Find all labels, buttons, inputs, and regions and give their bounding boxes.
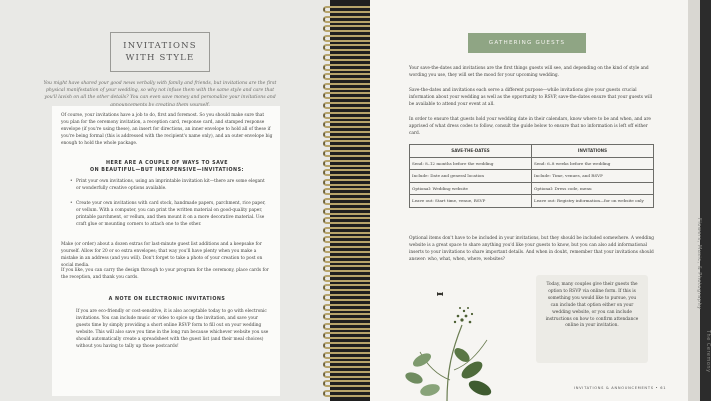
spiral-coil: [323, 6, 377, 13]
spiral-coil: [323, 371, 377, 378]
spiral-coil: [323, 236, 377, 243]
table-header-save-dates: SAVE-THE-DATES: [410, 145, 532, 158]
paragraph-carry-design: If you like, you can carry the design through to your program for the ceremony, place cards for the reception, and thank you cards.: [61, 268, 269, 280]
paragraph-purpose: Save-the-dates and invitations each serve a different purpose—while invitations give your guests crucial information about your wedding as well as the opportunity to RSVP, save-the-dates ensure that your guests will be available to attend your event at all.: [409, 88, 653, 107]
sidenote-box: [536, 275, 648, 363]
table-cell: Leave out: Registry information—for on website only: [532, 195, 654, 208]
comparison-table: [409, 144, 654, 208]
spiral-coil: [323, 304, 377, 311]
spiral-coil: [323, 140, 377, 147]
spiral-coil: [323, 121, 377, 128]
botanical-illustration: [392, 270, 502, 401]
spiral-coil: [323, 16, 377, 23]
spiral-coil: [323, 380, 377, 387]
right-page: [370, 0, 688, 401]
table-cell: Include: Date and general location: [410, 170, 532, 183]
page-title-line1: INVITATIONS: [123, 41, 197, 51]
table-header-invitations: INVITATIONS: [532, 145, 654, 158]
table-cell: Send: 8–12 months before the wedding: [410, 157, 532, 170]
spiral-coil: [323, 83, 377, 90]
spiral-coil: [323, 342, 377, 349]
spiral-coil: [323, 275, 377, 282]
spiral-coil: [323, 44, 377, 51]
table-row: [410, 157, 654, 170]
spiral-coil: [323, 188, 377, 195]
heading-save-ways-line2: ON BEAUTIFUL—BUT INEXPENSIVE—INVITATIONS:: [90, 168, 244, 173]
spiral-coil: [323, 313, 377, 320]
spiral-coil: [323, 73, 377, 80]
left-page: [0, 0, 330, 401]
paragraph-save-dates-intro: Your save-the-dates and invitations are the first things guests will see, and depending on the kind of style and wording you use, they will set the mood for your upcoming wedding.: [409, 66, 649, 78]
spiral-coil: [323, 217, 377, 224]
spiral-coil: [323, 332, 377, 339]
page-title-box: [110, 32, 210, 72]
table-cell: Optional: Wedding website: [410, 182, 532, 195]
page-title-line2: WITH STYLE: [125, 53, 195, 63]
spiral-coil: [323, 131, 377, 138]
table-row: [410, 195, 654, 208]
paragraph-components: Of course, your invitations have a job to do, first and foremost. So you should make sure that you plan for the ceremony invitation, a reception card, response card, and stamped response envelope (if you're using these), an insert for directions, an inner envelope to hold all of these if you're being formal (this is addressed with the recipient's name only), and an outer envelope big enough to hold the whole package.: [61, 113, 273, 146]
spiral-coil: [323, 265, 377, 272]
spiral-coil: [323, 198, 377, 205]
table-cell: Optional: Dress code, menu: [532, 182, 654, 195]
table-cell: Include: Time, venues, and RSVP: [532, 170, 654, 183]
spiral-coil: [323, 54, 377, 61]
paragraph-extras: Make (or order) about a dozen extras for last-minute guest list additions and a keepsake for yourself. Allow for 20 or so extra envelopes; that way you'll have plenty when you make a mistake in an address (and you will). Don't forget to take a photo of your creation to post on social media.: [61, 242, 263, 268]
heading-save-ways-line1: HERE ARE A COUPLE OF WAYS TO SAVE: [106, 161, 228, 166]
table-cell: Send: 6–8 weeks before the wedding: [532, 157, 654, 170]
spiral-coil: [323, 102, 377, 109]
spiral-coil: [323, 179, 377, 186]
table-row: [410, 170, 654, 183]
sidenote-text: Today, many couples give their guests the option to RSVP via online form. If this is something you would like to pursue, you can include that option either on your wedding website, or you can include instructions on how to confirm attendance online in your invitation.: [545, 282, 639, 329]
heading-electronic: A NOTE ON ELECTRONIC INVITATIONS: [108, 297, 226, 302]
paragraph-optional-items: Optional items don't have to be included in your invitations, but they should be included somewhere. A wedding website is a great space to share anything you'd like your guests to know, but you can also add informational inserts to your invitations to share important details. And when in doubt, remember that your invitations should answer: who, what, when, where, websites?: [409, 236, 654, 262]
bullet-print-own: • Print your own invitations, using an imprintable invitation kit—there are some elegant or wonderfully creative options available.: [76, 179, 266, 193]
spiral-coil: [323, 294, 377, 301]
spiral-coil: [323, 169, 377, 176]
spiral-coil: [323, 227, 377, 234]
spiral-coil: [323, 150, 377, 157]
edge-tab-flowers: Flowers, Music, & Photography: [696, 218, 702, 310]
spiral-coil: [323, 361, 377, 368]
spiral-coil: [323, 92, 377, 99]
table-cell: Leave out: Start time, venue, RSVP: [410, 195, 532, 208]
intro-paragraph: You might have shared your good news verbally with family and friends, but invitations are the first physical manifestation of your wedding, so why not infuse them with the same style and care that you'll lavish on all the other details? You can even save money and personalize your invitations and: [43, 81, 277, 101]
spiral-coil: [323, 390, 377, 397]
spiral-coil: [323, 160, 377, 167]
spiral-coil: [323, 284, 377, 291]
paragraph-guide: In order to ensure that guests hold your wedding date in their calendars, know where to be and when, and are apprised of what dress codes to follow, consult the guide below to ensure that no information is left off either card.: [409, 117, 651, 136]
spiral-coil: [323, 64, 377, 71]
table-header-row: [410, 145, 654, 158]
spiral-coil: [323, 112, 377, 119]
spiral-coil: [323, 352, 377, 359]
section-header: GATHERING GUESTS: [468, 33, 586, 53]
spiral-coil: [323, 35, 377, 42]
spiral-coil: [323, 208, 377, 215]
bullet-create-own: • Create your own invitations with card stock, handmade papers, parchment, rice paper, or vellum. With a computer, you can print the written material on good-quality paper, printable parchment, or vellum, and then mount it on a more decorative material. Use craft glue or mounting corners to attach one to the other.: [76, 201, 266, 229]
page-footer: INVITATIONS & ANNOUNCEMENTS • 61: [574, 386, 667, 390]
paragraph-electronic: If you are eco-friendly or cost-sensitive, it is also acceptable today to go with electronic invitations. You can include music or video to spice up the invitation, and save your guests time by simply providing a short online RSVP form to fill out on your wedding website. This will also save you time in the long run because whichever website you use should automatically create a spreadsheet with the guest list (and their meal choices) without you having to tally up those postcards!: [76, 309, 269, 349]
spiral-coil: [323, 25, 377, 32]
table-row: [410, 182, 654, 195]
spiral-coil: [323, 256, 377, 263]
spiral-coil: [323, 323, 377, 330]
spiral-coil: [323, 246, 377, 253]
content-panel: [52, 106, 280, 396]
edge-tab-ceremony: The Ceremony: [705, 330, 711, 373]
